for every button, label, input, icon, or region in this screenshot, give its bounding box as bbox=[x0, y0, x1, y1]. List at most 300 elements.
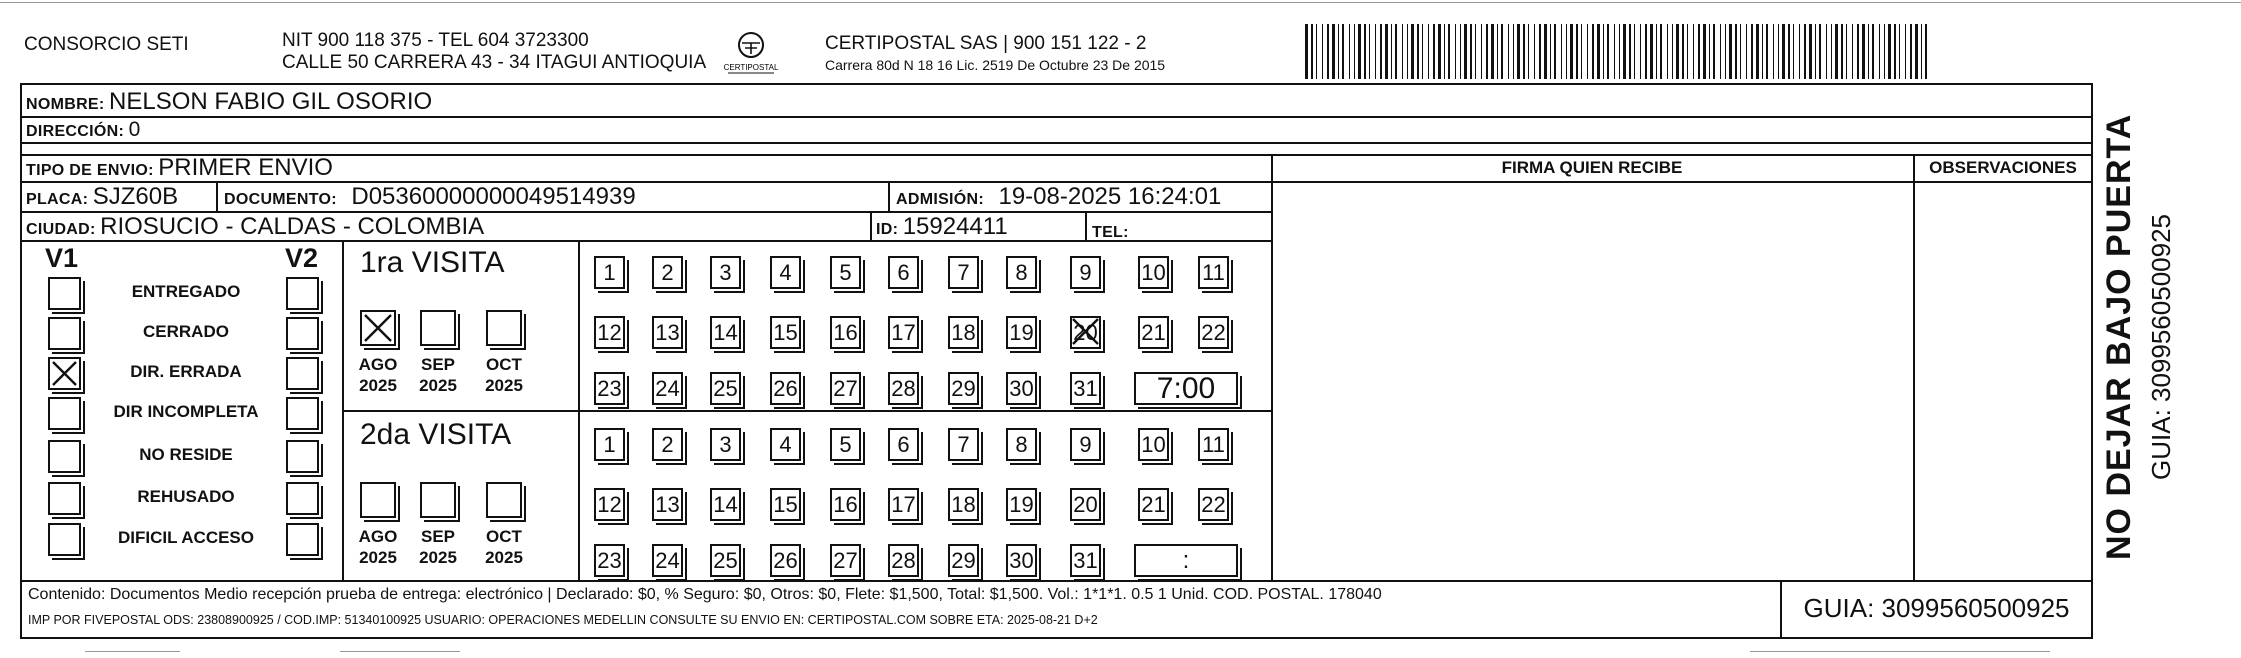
barcode-bar bbox=[1756, 24, 1759, 79]
barcode-bar bbox=[1804, 24, 1806, 79]
day-box bbox=[594, 488, 625, 521]
day-box bbox=[1138, 256, 1169, 289]
barcode-bar bbox=[1910, 24, 1912, 79]
v1-checkbox bbox=[48, 440, 81, 473]
day-number: 13 bbox=[655, 492, 680, 517]
imp-line: IMP POR FIVEPOSTAL ODS: 23808900925 / COD.IMP: 51340100925 USUARIO: OPERACIONES MEDELLIN CONSULTE SU ENVIO EN: CERTIPOSTAL.COM SOBRE ETA: 2025-08-21 D+2 bbox=[28, 613, 1098, 627]
company-name: CONSORCIO SETI bbox=[24, 34, 189, 55]
day-number: 29 bbox=[951, 548, 976, 573]
day-number: 27 bbox=[833, 376, 858, 401]
month-checkbox bbox=[486, 310, 522, 346]
license-line: Carrera 80d N 18 16 Lic. 2519 De Octubre 23 De 2015 bbox=[825, 57, 1166, 73]
day-box bbox=[830, 544, 861, 577]
month-year: 2025 bbox=[485, 376, 523, 395]
day-number: 4 bbox=[779, 432, 792, 457]
visit-title: 2da VISITA bbox=[360, 418, 512, 451]
barcode-bar bbox=[1729, 24, 1732, 79]
barcode-bar bbox=[1508, 24, 1509, 79]
day-box bbox=[770, 372, 801, 405]
visit-title: 1ra VISITA bbox=[360, 246, 505, 279]
barcode-bar bbox=[1819, 24, 1821, 79]
v2-checkbox bbox=[286, 277, 319, 310]
ciudad-value: RIOSUCIO - CALDAS - COLOMBIA bbox=[100, 213, 485, 240]
barcode-bar bbox=[1831, 24, 1832, 79]
barcode-bar bbox=[1925, 24, 1927, 79]
month-checkbox bbox=[360, 310, 396, 346]
v2-checkbox bbox=[286, 317, 319, 350]
month-year: 2025 bbox=[359, 376, 397, 395]
day-box bbox=[888, 372, 919, 405]
ciudad-label: CIUDAD: bbox=[26, 221, 96, 238]
day-number: 24 bbox=[655, 376, 680, 401]
direccion-label: DIRECCIÓN: bbox=[26, 123, 125, 140]
day-number: 15 bbox=[773, 320, 798, 345]
day-box bbox=[594, 316, 625, 349]
day-box bbox=[652, 316, 683, 349]
side-warning: NO DEJAR BAJO PUERTA bbox=[2100, 113, 2138, 560]
barcode-bar bbox=[1523, 24, 1525, 79]
status-label: NO RESIDE bbox=[139, 445, 233, 464]
barcode-bar bbox=[1852, 24, 1853, 79]
day-box bbox=[830, 256, 861, 289]
admision-value: 19-08-2025 16:24:01 bbox=[998, 183, 1222, 210]
day-number: 11 bbox=[1202, 432, 1225, 457]
month-checkbox bbox=[486, 482, 522, 518]
barcode-bar bbox=[1884, 24, 1885, 79]
day-box bbox=[594, 428, 625, 461]
day-number: 26 bbox=[773, 376, 798, 401]
barcode-bar bbox=[1868, 24, 1869, 79]
barcode bbox=[1305, 24, 1935, 79]
month-checkbox bbox=[420, 482, 456, 518]
day-number: 17 bbox=[891, 320, 916, 345]
placa-value: SJZ60B bbox=[92, 183, 179, 210]
barcode-bar bbox=[1592, 24, 1594, 79]
day-box bbox=[594, 256, 625, 289]
footer-guia: GUIA: 3099560500925 bbox=[1803, 593, 2070, 623]
certipostal-logo bbox=[722, 30, 780, 76]
day-box bbox=[888, 488, 919, 521]
barcode-bar bbox=[1826, 24, 1827, 79]
day-box bbox=[1006, 372, 1037, 405]
address-line: CALLE 50 CARRERA 43 - 34 ITAGUI ANTIOQUIA bbox=[282, 52, 707, 73]
status-label: REHUSADO bbox=[137, 487, 235, 506]
barcode-bar bbox=[1703, 24, 1706, 79]
barcode-bar bbox=[1766, 24, 1768, 79]
day-number: 13 bbox=[655, 320, 680, 345]
barcode-bar bbox=[1778, 24, 1779, 79]
day-number: 19 bbox=[1009, 492, 1034, 517]
day-box bbox=[1006, 316, 1037, 349]
barcode-bar bbox=[1380, 24, 1382, 79]
day-number: 24 bbox=[655, 548, 680, 573]
day-box bbox=[1070, 488, 1101, 521]
tipo-envio-value: PRIMER ENVIO bbox=[158, 154, 333, 181]
day-number: 18 bbox=[951, 320, 976, 345]
month-label bbox=[413, 354, 463, 396]
day-number: 15 bbox=[773, 492, 798, 517]
month-year: 2025 bbox=[419, 548, 457, 567]
barcode-bar bbox=[1905, 24, 1906, 79]
day-box bbox=[948, 428, 979, 461]
barcode-bar bbox=[1513, 24, 1514, 79]
day-box bbox=[710, 256, 741, 289]
time-box: 7:00 bbox=[1134, 372, 1238, 405]
day-number: 14 bbox=[713, 320, 738, 345]
day-number: 9 bbox=[1079, 260, 1092, 285]
tel-field bbox=[1092, 216, 1129, 244]
month-checkbox bbox=[360, 482, 396, 518]
day-box bbox=[1198, 256, 1229, 289]
day-box bbox=[1006, 428, 1037, 461]
day-box bbox=[888, 428, 919, 461]
day-number: 20 bbox=[1073, 492, 1098, 517]
day-number: 20 bbox=[1073, 320, 1098, 345]
v1-checkbox bbox=[48, 317, 81, 350]
day-number: 6 bbox=[897, 432, 910, 457]
day-box bbox=[830, 316, 861, 349]
day-number: 31 bbox=[1073, 548, 1098, 573]
day-number: 12 bbox=[597, 492, 622, 517]
barcode-bar bbox=[1433, 24, 1435, 79]
barcode-bar bbox=[1428, 24, 1429, 79]
day-box bbox=[594, 372, 625, 405]
barcode-bar bbox=[1915, 24, 1918, 79]
month-name: AGO bbox=[358, 355, 398, 374]
day-box bbox=[652, 256, 683, 289]
barcode-bar bbox=[1497, 24, 1498, 79]
direccion-value: 0 bbox=[128, 118, 141, 141]
barcode-bar bbox=[1597, 24, 1600, 79]
day-number: 30 bbox=[1009, 548, 1034, 573]
day-box bbox=[1070, 316, 1101, 349]
month-year: 2025 bbox=[359, 548, 397, 567]
day-number: 1 bbox=[603, 260, 616, 285]
day-box bbox=[710, 372, 741, 405]
barcode-bar bbox=[1460, 24, 1461, 79]
day-number: 28 bbox=[891, 376, 916, 401]
month-label bbox=[353, 354, 403, 396]
nombre-field bbox=[26, 88, 432, 116]
v2-checkbox bbox=[286, 397, 319, 430]
day-box bbox=[1198, 316, 1229, 349]
barcode-bar bbox=[1444, 24, 1445, 79]
status-label: ENTREGADO bbox=[131, 282, 241, 301]
barcode-bar bbox=[1619, 24, 1620, 79]
svg-text:CERTIPOSTAL: CERTIPOSTAL bbox=[723, 63, 779, 72]
day-box bbox=[830, 488, 861, 521]
day-box bbox=[710, 428, 741, 461]
day-box bbox=[888, 544, 919, 577]
day-box bbox=[770, 428, 801, 461]
day-number: 5 bbox=[839, 260, 852, 285]
time-box: : bbox=[1134, 544, 1238, 577]
day-number: 11 bbox=[1202, 260, 1225, 285]
month-year: 2025 bbox=[485, 548, 523, 567]
barcode-bar bbox=[1338, 24, 1339, 79]
barcode-bar bbox=[1364, 24, 1366, 79]
day-box bbox=[1070, 544, 1101, 577]
barcode-bar bbox=[1544, 24, 1547, 79]
day-number: 26 bbox=[773, 548, 798, 573]
v1-checkbox bbox=[48, 357, 81, 390]
barcode-bar bbox=[1815, 24, 1816, 79]
day-number: 3 bbox=[719, 432, 732, 457]
v2-label: V2 bbox=[285, 243, 319, 273]
barcode-bar bbox=[1570, 24, 1573, 79]
day-box bbox=[1138, 316, 1169, 349]
day-box bbox=[1006, 256, 1037, 289]
day-number: 21 bbox=[1141, 492, 1166, 517]
day-number: 10 bbox=[1141, 432, 1166, 457]
barcode-bar bbox=[1342, 24, 1344, 79]
v2-checkbox bbox=[286, 523, 319, 556]
barcode-bar bbox=[1402, 24, 1403, 79]
month-name: OCT bbox=[486, 527, 522, 546]
day-box bbox=[948, 488, 979, 521]
barcode-bar bbox=[1841, 24, 1843, 79]
barcode-bar bbox=[1455, 24, 1456, 79]
barcode-bar bbox=[1698, 24, 1700, 79]
firma-header: FIRMA QUIEN RECIBE bbox=[1501, 158, 1683, 177]
day-number: 30 bbox=[1009, 376, 1034, 401]
day-box bbox=[770, 316, 801, 349]
barcode-bar bbox=[1438, 24, 1441, 79]
barcode-bar bbox=[1411, 24, 1414, 79]
day-box bbox=[1070, 256, 1101, 289]
day-number: 18 bbox=[951, 492, 976, 517]
barcode-bar bbox=[1672, 24, 1673, 79]
day-box bbox=[830, 372, 861, 405]
barcode-bar bbox=[1327, 24, 1329, 79]
barcode-bar bbox=[1667, 24, 1668, 79]
barcode-bar bbox=[1857, 24, 1859, 79]
day-number: 29 bbox=[951, 376, 976, 401]
certipostal-line: CERTIPOSTAL SAS | 900 151 122 - 2 bbox=[825, 33, 1147, 54]
nombre-label: NOMBRE: bbox=[26, 96, 105, 113]
barcode-bar bbox=[1581, 24, 1582, 79]
day-number: 1 bbox=[603, 432, 616, 457]
contenido-line: Contenido: Documentos Medio recepción prueba de entrega: electrónico | Declarado: $0, % Seguro: $0, Otros: $0, Flete: $1,500, Total: $1,500. Vol.: 1*1*1. 0.5 1 Unid. COD. POSTAL. 178040 bbox=[28, 586, 1382, 603]
tel-label: TEL: bbox=[1092, 224, 1129, 241]
barcode-bar bbox=[1713, 24, 1715, 79]
day-box bbox=[770, 488, 801, 521]
barcode-bar bbox=[1640, 24, 1641, 79]
barcode-bar bbox=[1782, 24, 1785, 79]
day-box bbox=[888, 256, 919, 289]
barcode-bar bbox=[1417, 24, 1419, 79]
barcode-bar bbox=[1629, 24, 1631, 79]
barcode-bar bbox=[1475, 24, 1476, 79]
barcode-bar bbox=[1687, 24, 1688, 79]
day-box bbox=[594, 544, 625, 577]
barcode-bar bbox=[1311, 24, 1313, 79]
tipo-envio-label: TIPO DE ENVIO: bbox=[26, 162, 154, 179]
tipo-envio-field bbox=[26, 154, 333, 182]
barcode-bar bbox=[1349, 24, 1350, 79]
day-box bbox=[710, 316, 741, 349]
barcode-bar bbox=[1921, 24, 1922, 79]
day-number: 8 bbox=[1015, 432, 1028, 457]
barcode-bar bbox=[1879, 24, 1880, 79]
day-box bbox=[652, 372, 683, 405]
month-checkbox bbox=[420, 310, 456, 346]
month-name: SEP bbox=[420, 355, 456, 374]
barcode-bar bbox=[1603, 24, 1604, 79]
day-box bbox=[948, 256, 979, 289]
barcode-bar bbox=[1835, 24, 1838, 79]
barcode-bar bbox=[1676, 24, 1679, 79]
barcode-bar bbox=[1682, 24, 1684, 79]
day-box bbox=[888, 316, 919, 349]
barcode-bar bbox=[1316, 24, 1317, 79]
nombre-value: NELSON FABIO GIL OSORIO bbox=[109, 88, 433, 115]
status-label: DIR. ERRADA bbox=[130, 362, 242, 381]
month-label bbox=[479, 526, 529, 568]
day-box bbox=[652, 488, 683, 521]
documento-field bbox=[224, 183, 636, 211]
day-number: 22 bbox=[1201, 492, 1226, 517]
day-number: 3 bbox=[719, 260, 732, 285]
day-box bbox=[652, 428, 683, 461]
month-name: OCT bbox=[486, 355, 522, 374]
v1-checkbox bbox=[48, 523, 81, 556]
admision-field bbox=[896, 183, 1221, 211]
day-box bbox=[948, 372, 979, 405]
day-box bbox=[710, 488, 741, 521]
status-label: CERRADO bbox=[143, 322, 229, 341]
day-number: 7 bbox=[957, 260, 970, 285]
barcode-bar bbox=[1486, 24, 1488, 79]
day-number: 25 bbox=[713, 376, 738, 401]
placa-field bbox=[26, 183, 178, 211]
day-number: 25 bbox=[713, 548, 738, 573]
month-year: 2025 bbox=[419, 376, 457, 395]
barcode-bar bbox=[1587, 24, 1588, 79]
day-box bbox=[652, 544, 683, 577]
barcode-bar bbox=[1751, 24, 1753, 79]
barcode-bar bbox=[1391, 24, 1392, 79]
day-box bbox=[948, 316, 979, 349]
day-number: 27 bbox=[833, 548, 858, 573]
barcode-bar bbox=[1491, 24, 1494, 79]
day-number: 22 bbox=[1201, 320, 1226, 345]
id-label: ID: bbox=[876, 221, 899, 238]
day-box bbox=[710, 544, 741, 577]
barcode-bar bbox=[1888, 24, 1891, 79]
month-label bbox=[479, 354, 529, 396]
barcode-bar bbox=[1539, 24, 1541, 79]
barcode-bar bbox=[1645, 24, 1647, 79]
day-number: 31 bbox=[1073, 376, 1098, 401]
day-number: 5 bbox=[839, 432, 852, 457]
barcode-bar bbox=[1395, 24, 1397, 79]
day-box bbox=[830, 428, 861, 461]
v2-checkbox bbox=[286, 482, 319, 515]
day-number: 23 bbox=[597, 548, 622, 573]
status-label: DIR INCOMPLETA bbox=[113, 402, 259, 421]
day-number: 14 bbox=[713, 492, 738, 517]
barcode-bar bbox=[1799, 24, 1800, 79]
barcode-bar bbox=[1709, 24, 1710, 79]
barcode-bar bbox=[1735, 24, 1737, 79]
barcode-bar bbox=[1740, 24, 1741, 79]
day-box bbox=[1006, 488, 1037, 521]
day-number: 17 bbox=[891, 492, 916, 517]
barcode-bar bbox=[1517, 24, 1520, 79]
day-number: 19 bbox=[1009, 320, 1034, 345]
barcode-bar bbox=[1576, 24, 1578, 79]
day-number: 21 bbox=[1141, 320, 1166, 345]
barcode-bar bbox=[1566, 24, 1567, 79]
day-number: 2 bbox=[661, 260, 674, 285]
day-box bbox=[1138, 488, 1169, 521]
barcode-bar bbox=[1481, 24, 1482, 79]
barcode-bar bbox=[1528, 24, 1529, 79]
barcode-bar bbox=[1634, 24, 1635, 79]
day-box bbox=[770, 256, 801, 289]
month-label bbox=[353, 526, 403, 568]
day-number: 6 bbox=[897, 260, 910, 285]
v1-label: V1 bbox=[45, 243, 79, 273]
admision-label: ADMISIÓN: bbox=[896, 191, 985, 208]
placa-label: PLACA: bbox=[26, 191, 89, 208]
v2-checkbox bbox=[286, 357, 319, 390]
day-number: 8 bbox=[1015, 260, 1028, 285]
v1-checkbox bbox=[48, 397, 81, 430]
v1-checkbox bbox=[48, 482, 81, 515]
day-box bbox=[770, 544, 801, 577]
barcode-bar bbox=[1534, 24, 1535, 79]
documento-label: DOCUMENTO: bbox=[224, 191, 337, 208]
day-number: 23 bbox=[597, 376, 622, 401]
barcode-bar bbox=[1322, 24, 1323, 79]
day-number: 16 bbox=[833, 320, 858, 345]
status-label: DIFICIL ACCESO bbox=[117, 528, 254, 547]
month-label bbox=[413, 526, 463, 568]
day-number: 28 bbox=[891, 548, 916, 573]
barcode-bar bbox=[1369, 24, 1370, 79]
day-number: 7 bbox=[957, 432, 970, 457]
barcode-bar bbox=[1793, 24, 1794, 79]
day-number: 16 bbox=[833, 492, 858, 517]
day-box bbox=[948, 544, 979, 577]
day-number: 10 bbox=[1141, 260, 1166, 285]
barcode-bar bbox=[1894, 24, 1896, 79]
barcode-bar bbox=[1788, 24, 1790, 79]
barcode-bar bbox=[1623, 24, 1626, 79]
barcode-bar bbox=[1872, 24, 1874, 79]
v1-checkbox bbox=[48, 277, 81, 310]
day-number: 9 bbox=[1079, 432, 1092, 457]
barcode-bar bbox=[1862, 24, 1865, 79]
day-box bbox=[1006, 544, 1037, 577]
observaciones-header: OBSERVACIONES bbox=[1929, 158, 2077, 177]
barcode-bar bbox=[1561, 24, 1562, 79]
barcode-bar bbox=[1650, 24, 1653, 79]
day-number: 2 bbox=[661, 432, 674, 457]
barcode-bar bbox=[1385, 24, 1388, 79]
barcode-bar bbox=[1422, 24, 1423, 79]
documento-value: D05360000000049514939 bbox=[351, 183, 636, 210]
barcode-bar bbox=[1464, 24, 1467, 79]
barcode-bar bbox=[1305, 24, 1308, 79]
day-box bbox=[1070, 372, 1101, 405]
barcode-bar bbox=[1354, 24, 1355, 79]
barcode-bar bbox=[1501, 24, 1503, 79]
barcode-bar bbox=[1375, 24, 1376, 79]
day-box bbox=[1138, 428, 1169, 461]
